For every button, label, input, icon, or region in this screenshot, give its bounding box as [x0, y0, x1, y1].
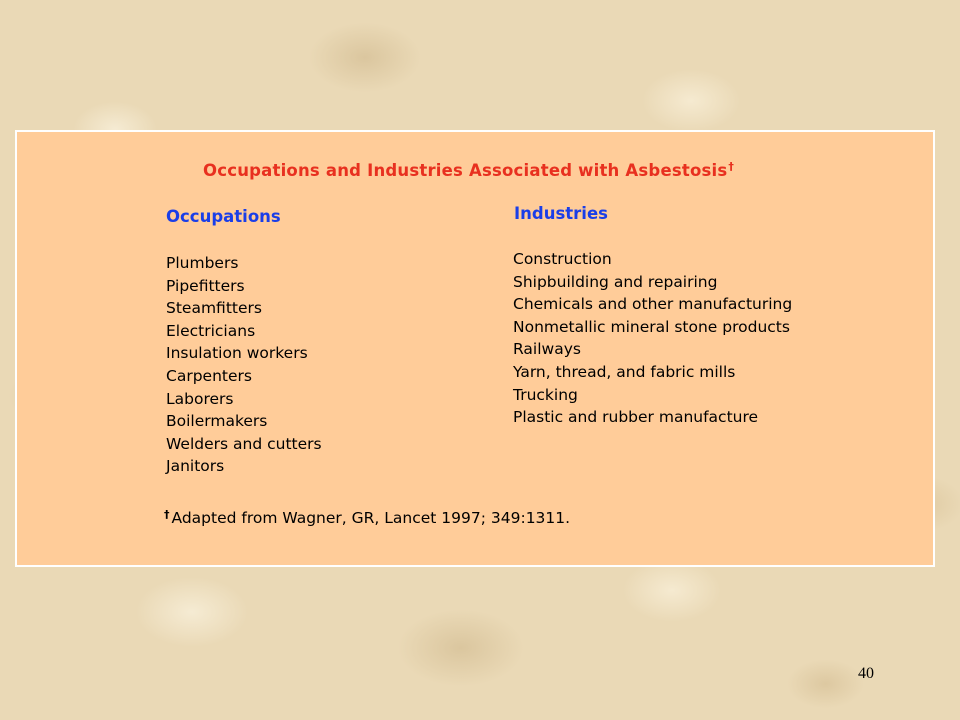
list-item: Electricians	[166, 321, 256, 340]
page-number: 40	[858, 665, 874, 682]
table-panel	[15, 130, 935, 567]
title-dagger: †	[728, 160, 735, 173]
occupations-heading: Occupations	[166, 207, 281, 226]
industries-list	[513, 248, 792, 429]
industries-heading: Industries	[514, 204, 608, 223]
list-item: Chemicals and other manufacturing	[513, 295, 793, 314]
list-item: Carpenters	[166, 366, 252, 385]
table-title	[203, 160, 734, 180]
list-item: Shipbuilding and repairing	[513, 272, 718, 291]
list-item: Trucking	[513, 385, 578, 404]
list-item: Janitors	[166, 457, 225, 476]
list-item: Nonmetallic mineral stone products	[513, 317, 790, 336]
list-item: Plumbers	[166, 254, 239, 272]
footnote-text: Adapted from Wagner, GR, Lancet 1997; 349:1311.	[171, 509, 571, 527]
list-item: Construction	[513, 250, 612, 268]
list-item: Steamfitters	[166, 299, 262, 318]
list-item: Yarn, thread, and fabric mills	[513, 362, 736, 381]
footnote-dagger: †	[164, 508, 170, 521]
occupations-list	[166, 252, 322, 478]
list-item: Railways	[513, 340, 581, 359]
list-item: Pipefitters	[166, 276, 245, 295]
list-item: Insulation workers	[166, 344, 308, 363]
list-item: Plastic and rubber manufacture	[513, 408, 759, 427]
list-item: Laborers	[166, 389, 234, 408]
source-footnote	[164, 508, 570, 527]
list-item: Welders and cutters	[166, 434, 322, 453]
list-item: Boilermakers	[166, 412, 268, 431]
table-title-text: Occupations and Industries Associated with Asbestosis	[203, 161, 728, 180]
